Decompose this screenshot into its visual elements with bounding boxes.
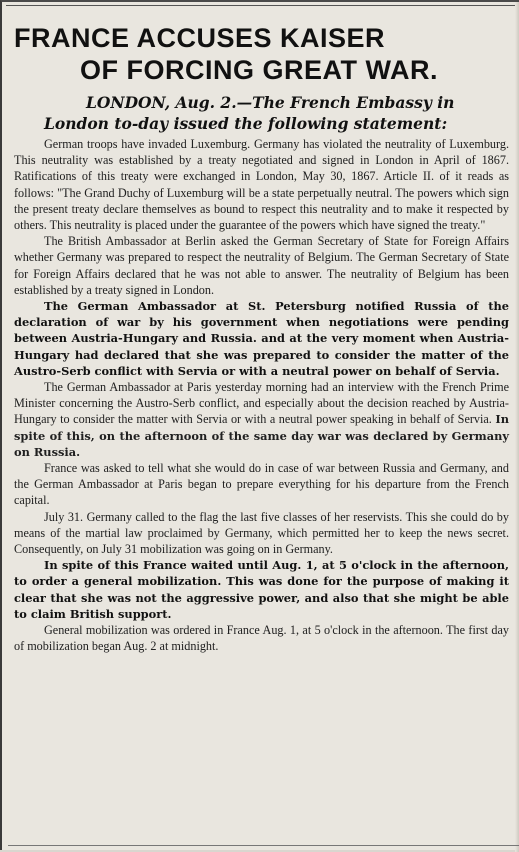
top-rule <box>6 5 515 6</box>
paragraph-belgium: The British Ambassador at Berlin asked the German Secretary of State for Foreign Affairs whether Germany was prepared to respect the neutrality of Belgium. The German Secretary of State for Foreign Affairs declared that he was not able to answer. The neutrality of Belgium has been established by a treaty signed in London. <box>14 234 509 297</box>
paragraph-france-asked: France was asked to tell what she would do in case of war between Russia and Germany, and the German Ambassador at Paris began to prepare everything for his departure from the French capital. <box>14 461 509 508</box>
article-body <box>14 136 509 655</box>
paragraph-st-petersburg: The German Ambassador at St. Petersburg notified Russia of the declaration of war by his government when negotiations were pending between Austria-Hungary and Russia. and at the very moment when Austria-Hungary had declared that she was prepared to consider the matter of the Austro-Serb conflict with Servia or with a neutral power on behalf of Servia. <box>14 299 509 378</box>
paragraph-general-mobilization: General mobilization was ordered in France Aug. 1, at 5 o'clock in the afternoon. The first day of mobilization began Aug. 2 at midnight. <box>14 623 509 654</box>
dateline-line-1: LONDON, Aug. 2.—The French Embassy in <box>86 93 455 112</box>
dateline-line-2: London to-day issued the following statement: <box>44 114 448 133</box>
headline-line-2: OF FORCING GREAT WAR. <box>80 55 438 85</box>
paragraph-july-31: July 31. Germany called to the flag the last five classes of her reservists. This she could do by means of the martial law proclaimed by Germany, which permitted her to keep the news secret. Consequently, on July 31 mobilization was going on in Germany. <box>14 509 509 557</box>
paragraph-luxemburg: German troops have invaded Luxemburg. Germany has violated the neutrality of Luxemburg. This neutrality was established by a treaty negotiated and signed in London in April of 1867. Ratifications of this treaty were exchanged in London, May 30, 1867. Article II. of it reads as follows: "The Grand Duchy of Luxemburg will be a state perpetually neutral. The powers which sign the present treaty declare themselves as bound to respect this neutrality and to make it respected by others. This neutrality is placed under the guarantee of the powers which have signed the treaty." <box>14 137 509 233</box>
headline-line-1: FRANCE ACCUSES KAISER <box>14 23 386 53</box>
headline <box>14 22 509 86</box>
bottom-rule <box>8 845 519 846</box>
paragraph-paris-interview-bold: In spite of this, on the afternoon of the same day war was declared by Germany on Russia. <box>14 412 509 459</box>
paragraph-france-waited: In spite of this France waited until Aug. 1, at 5 o'clock in the afternoon, to order a general mobilization. This was done for the purpose of making it clear that she was not the aggressive power, and also that she might be able to claim British support. <box>14 558 509 621</box>
dateline <box>14 92 509 134</box>
right-edge-shadow <box>515 2 519 852</box>
paragraph-paris-interview <box>14 379 509 460</box>
paragraph-paris-interview-text: The German Ambassador at Paris yesterday morning had an interview with the French Prime Minister concerning the Austro-Serb conflict, and especially about the decision reached by Austria-Hungary to consider the matter with Servia or with a neutral power speaking in behalf of Servia. <box>14 380 509 427</box>
